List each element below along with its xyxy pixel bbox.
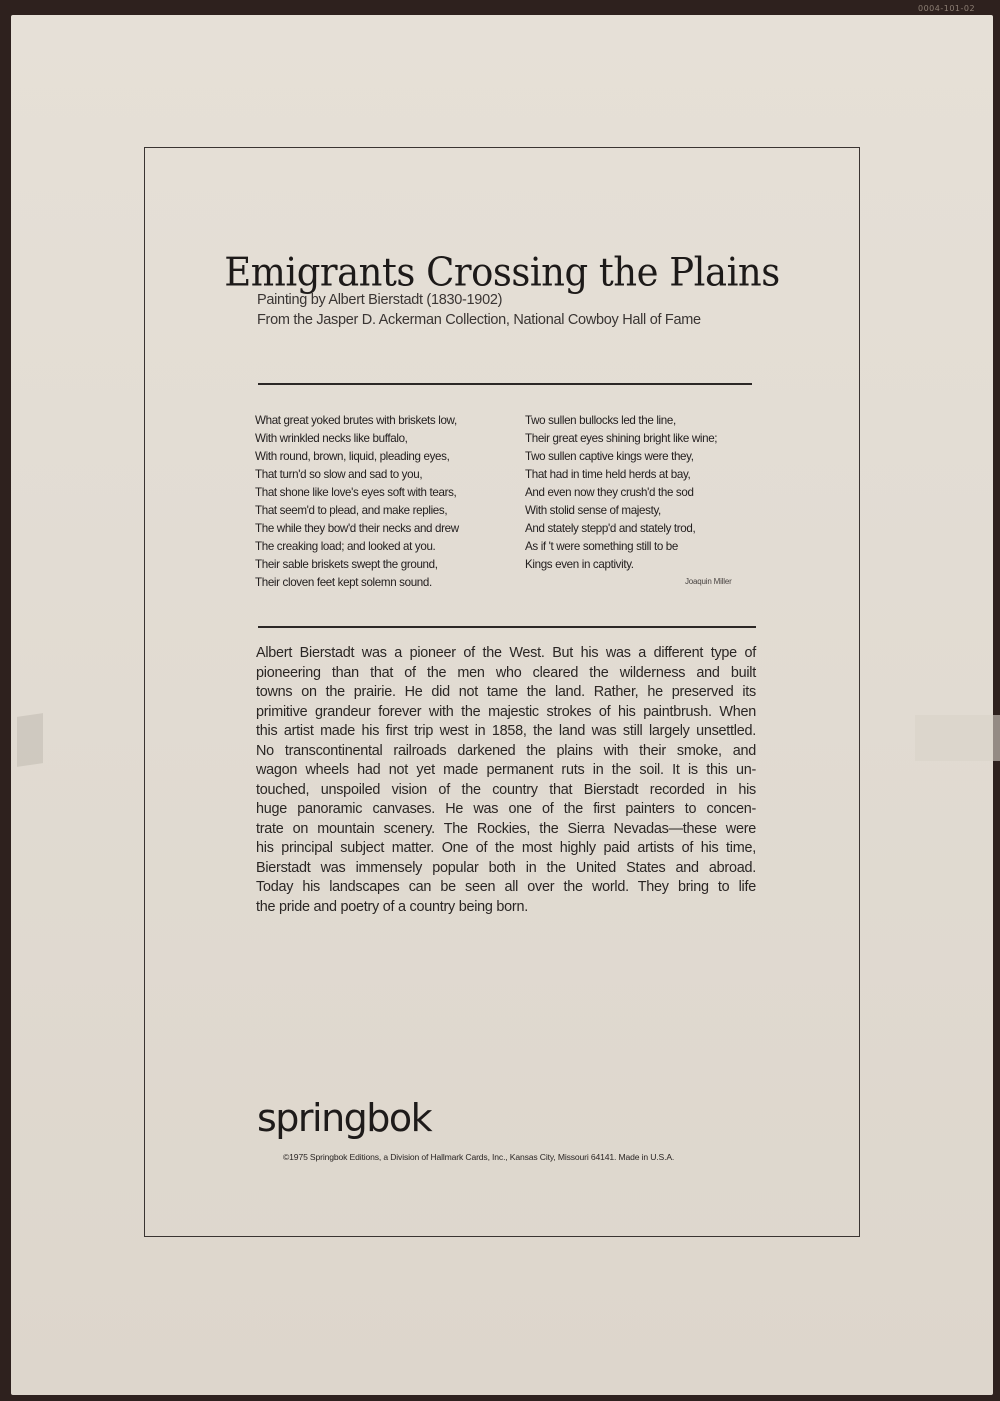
poem-line: Their cloven feet kept solemn sound. [255, 576, 432, 589]
poem-line: As if 't were something still to be [525, 540, 678, 553]
essay-line: No transcontinental railroads darkened the plains with their smoke, and [256, 742, 756, 759]
springbok-logo: springbok [257, 1096, 432, 1140]
divider-bottom [258, 626, 756, 628]
poem-line: The while they bow'd their necks and drew [255, 522, 459, 535]
essay-line: pioneering than that of the men who cleared the wilderness and built [256, 664, 756, 681]
essay-line: primitive grandeur forever with the majestic strokes of his paintbrush. When [256, 703, 756, 720]
poem-line: And even now they crush'd the sod [525, 486, 694, 499]
essay-line: trate on mountain scenery. The Rockies, the Sierra Nevadas—these were [256, 820, 756, 837]
essay-line: the pride and poetry of a country being born. [256, 898, 528, 915]
page-title: Emigrants Crossing the Plains [224, 249, 780, 296]
essay-line: his principal subject matter. One of the most highly paid artists of his time, [256, 840, 756, 856]
box-back-panel [11, 15, 993, 1395]
poem-line: And stately stepp'd and stately trod, [525, 522, 696, 535]
poem-line: With stolid sense of majesty, [525, 504, 661, 517]
essay-line: towns on the prairie. He did not tame the land. Rather, he preserved its [256, 684, 756, 700]
poem-column-right [525, 412, 717, 574]
poem-line: That had in time held herds at bay, [525, 468, 691, 481]
essay-line: Albert Bierstadt was a pioneer of the West. But his was a different type of [256, 645, 756, 661]
poem-line: Kings even in captivity. [525, 558, 634, 571]
essay-line: Today his landscapes can be seen all over the world. They bring to life [256, 879, 756, 895]
essay-line: huge panoramic canvases. He was one of the first painters to concen- [256, 801, 756, 817]
painting-credit-collection: From the Jasper D. Ackerman Collection, National Cowboy Hall of Fame [257, 312, 701, 328]
poem-line: That seem'd to plead, and make replies, [255, 504, 448, 517]
copyright-notice: ©1975 Springbok Editions, a Division of Hallmark Cards, Inc., Kansas City, Missouri 64141. Made in U.S.A. [283, 1152, 675, 1162]
box-edge-code: 0004-101-02 [918, 4, 976, 13]
poem-line: Two sullen bullocks led the line, [525, 414, 676, 427]
painting-credit-artist: Painting by Albert Bierstadt (1830-1902) [257, 292, 503, 308]
tape-strip-left [17, 713, 43, 767]
tape-strip-right [915, 715, 1000, 761]
poem-line: Their great eyes shining bright like wine; [525, 432, 718, 445]
content-frame [144, 147, 860, 1237]
poem-line: With wrinkled necks like buffalo, [255, 432, 408, 445]
poem-line: That shone like love's eyes soft with tears, [255, 486, 457, 499]
poem-line: Their sable briskets swept the ground, [255, 558, 438, 571]
poem-column-left [255, 412, 459, 592]
essay-line: touched, unspoiled vision of the country that Bierstadt recorded in his [256, 781, 756, 798]
poem-line: Two sullen captive kings were they, [525, 450, 694, 463]
essay-line: this artist made his first trip west in 1858, the land was still largely unsettled. [256, 723, 756, 739]
divider-top [258, 383, 752, 385]
poem-line: With round, brown, liquid, pleading eyes, [255, 450, 450, 463]
poem-line: That turn'd so slow and sad to you, [255, 468, 423, 481]
essay-line: Bierstadt was immensely popular both in the United States and abroad. [256, 859, 756, 876]
essay-line: wagon wheels had not yet made permanent ruts in the soil. It is this un- [256, 762, 756, 778]
painting-credit [257, 290, 701, 330]
poem-line: What great yoked brutes with briskets low, [255, 414, 457, 427]
artist-essay [256, 644, 756, 917]
poem-line: The creaking load; and looked at you. [255, 540, 436, 553]
poem-author: Joaquin Miller [685, 577, 732, 586]
